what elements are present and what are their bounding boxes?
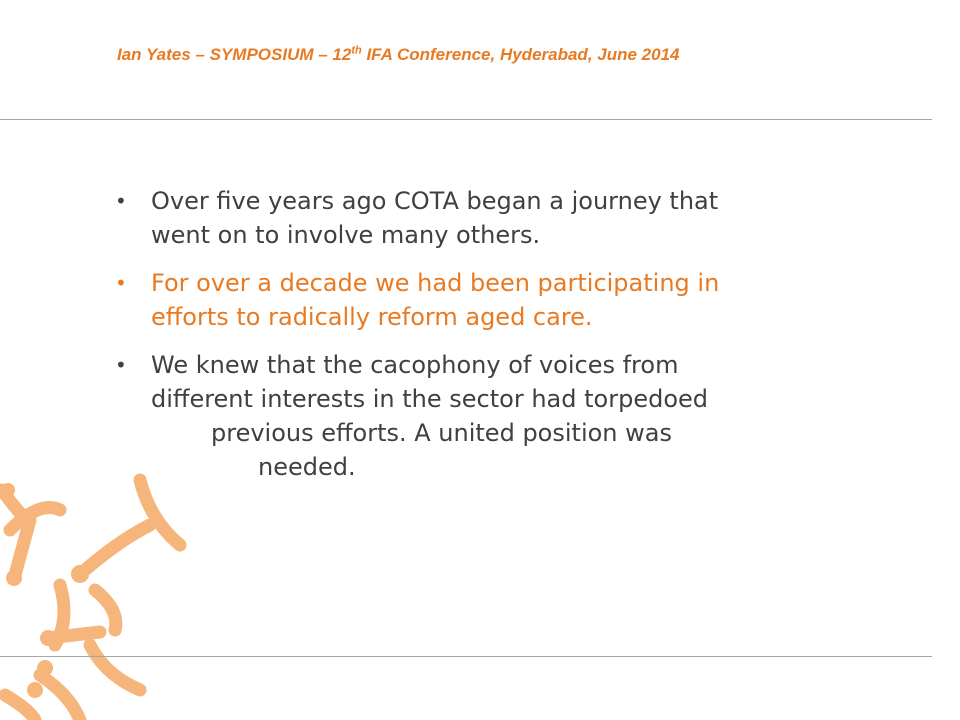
bullet-item-highlighted [115, 266, 795, 334]
bullet-item [115, 348, 795, 484]
bullet-line: different interests in the sector had torpedoed [151, 385, 709, 413]
bullet-item [115, 184, 795, 252]
bullet-text [115, 184, 795, 252]
decorative-figures-graphic [0, 470, 210, 720]
bullet-line: Over five years ago COTA began a journey that [151, 187, 719, 215]
bullet-marker: • [115, 353, 127, 377]
bullet-list [115, 184, 795, 498]
top-divider [0, 119, 932, 120]
bullet-text [115, 266, 795, 334]
slide-header [117, 45, 679, 65]
bottom-divider [0, 656, 932, 657]
bullet-line: needed. [258, 453, 356, 481]
bullet-marker: • [115, 271, 127, 295]
bullet-line: We knew that the cacophony of voices from [151, 351, 679, 379]
bullet-text [115, 348, 795, 484]
bullet-line: went on to involve many others. [151, 221, 541, 249]
header-text-rest: IFA Conference, Hyderabad, June 2014 [361, 45, 680, 64]
bullet-line: For over a decade we had been participating in [151, 269, 720, 297]
bullet-line: previous efforts. A united position was [211, 419, 672, 447]
header-superscript: th [351, 44, 362, 57]
bullet-marker: • [115, 189, 127, 213]
header-text-main: Ian Yates – SYMPOSIUM – 12 [117, 45, 352, 64]
bullet-line: efforts to radically reform aged care. [151, 303, 593, 331]
